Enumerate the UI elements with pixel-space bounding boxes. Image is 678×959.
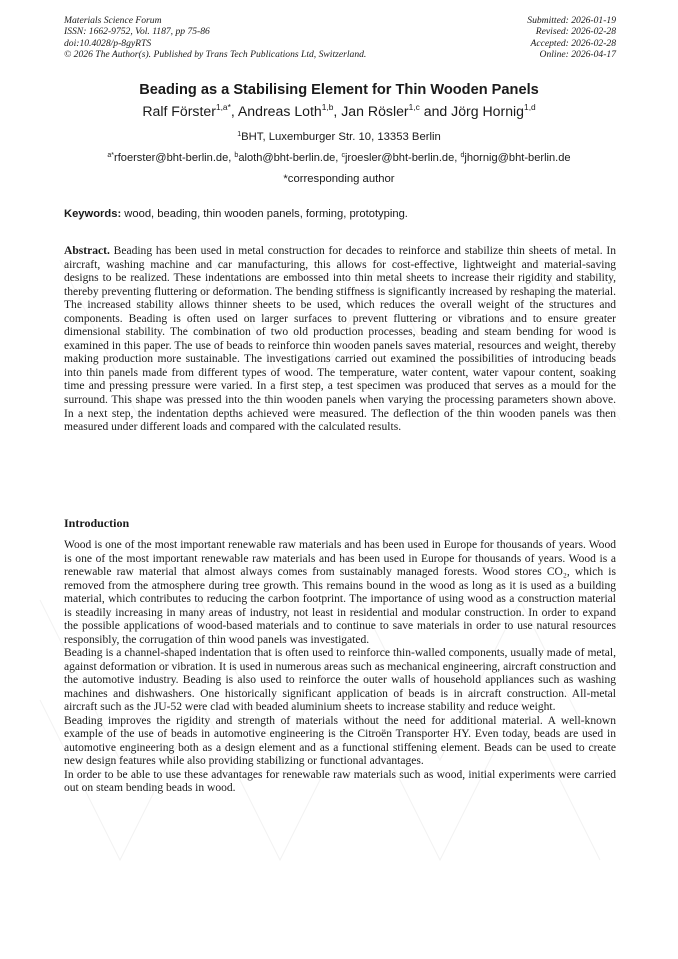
journal-header xyxy=(64,15,616,61)
email-mark: d xyxy=(460,152,465,159)
affiliation-mark: 1 xyxy=(237,131,242,138)
email-mark: b xyxy=(234,152,239,159)
date-online: Online: 2026-04-17 xyxy=(539,49,616,61)
author-affiliation-mark: 1,c xyxy=(408,102,420,112)
date-accepted: Accepted: 2026-02-28 xyxy=(530,37,616,49)
introduction-body xyxy=(64,539,616,796)
email-link[interactable]: rfoerster@bht-berlin.de, xyxy=(114,152,235,164)
author-list xyxy=(0,103,678,119)
author-affiliation-mark: 1,d xyxy=(524,102,536,112)
date-submitted: Submitted: 2026-01-19 xyxy=(527,15,616,26)
author-affiliation-mark: 1,b xyxy=(321,102,334,112)
author-affiliation-mark: 1,a* xyxy=(215,102,231,112)
paper-title: Beading as a Stabilising Element for Thin Wooden Panels xyxy=(139,82,539,98)
author-separator: , xyxy=(333,103,342,119)
email-link[interactable]: jhornig@bht-berlin.de xyxy=(464,152,571,164)
abstract-label: Abstract. xyxy=(64,245,110,257)
paragraph: Beading is a channel-shaped indentation that is often used to reinforce thin-walled components, usually made of metal, against deformation or vibration. It is used in numerous areas such as mechanical engineering, aircraft construction and the automotive industry. Beading is also used to reinforce the outer walls of household appliances such as washing machines and dishwashers. One historically significant application of beads is in aircraft construction. All-metal aircraft such as the JU-52 were clad with beaded aluminium sheets to increase stability and reduce weight. xyxy=(64,647,616,713)
author-name: Andreas Loth xyxy=(237,103,322,119)
affiliation-text: BHT, Luxemburger Str. 10, 13353 Berlin xyxy=(241,131,441,143)
introduction-heading: Introduction xyxy=(64,516,130,530)
keywords-label: Keywords: xyxy=(64,208,122,220)
email-mark: c xyxy=(341,152,345,159)
email-link[interactable]: aloth@bht-berlin.de, xyxy=(238,152,342,164)
journal-copyright: © 2026 The Author(s). Published by Trans Tech Publications Ltd, Switzerland. xyxy=(64,49,367,61)
paragraph: Wood is one of the most important renewable raw materials and has been used in Europe for thousands of years. Wood is one of the most important renewable raw materials and has been used in Europe for thousands of years. Wood is a renewable raw material that almost always comes from sustainably managed forests. Wood stores CO₂, which is removed from the atmosphere during tree growth. This remains bound in the wood as long as it is used as a building material, which contributes to reducing the carbon footprint. The importance of using wood as a construction material is steadily increasing in many areas of industry, not least in residential and modular construction. In order to expand the possible applications of wood-based materials and to continue to save materials in order to use natural resources responsibly, the corrugation of thin wood panels was investigated. xyxy=(64,539,616,646)
journal-issn: ISSN: 1662-9752, Vol. 1187, pp 75-86 xyxy=(64,26,210,38)
author-separator: and xyxy=(419,103,452,119)
author-separator: , xyxy=(230,103,238,119)
abstract xyxy=(64,245,616,435)
keywords xyxy=(64,208,616,220)
author-name: Ralf Förster xyxy=(142,103,216,119)
affiliation xyxy=(0,131,678,143)
email-mark: a* xyxy=(107,152,114,159)
journal-name: Materials Science Forum xyxy=(64,15,162,26)
email-link[interactable]: jroesler@bht-berlin.de, xyxy=(344,152,461,164)
author-name: Jan Rösler xyxy=(341,103,409,119)
corresponding-author-note: *corresponding author xyxy=(283,173,395,185)
paragraph: Beading improves the rigidity and strength of materials without the need for additional material. A well-known example of the use of beads in automotive engineering is the Citroën Transporter HY. Even today, beads are used in automotive engineering both as a design element and as a functional stiffening element. Beads can be used to create new design features while also providing stabilizing or functional advantages. xyxy=(64,714,616,767)
abstract-text: Beading has been used in metal construction for decades to reinforce and stabilize thin sheets of metal. In aircraft, washing machine and car manufacturing, this allows for cost-effective, lightweight and material-saving designs to be realized. These indentations are embossed into thin metal sheets to increase their rigidity and stability, thereby preventing fluttering or deformation. The bending stiffness is significantly increased by reshaping the material. The increased stability allows thinner sheets to be used, which reduces the overall weight of the structures and components. Beading is often used on larger surfaces to prevent fluttering or vibrations and to ensure greater dimensional stability. The combination of two old production processes, beading and steam bending for wood is examined in this paper. The use of beads to reinforce thin wooden panels saves material, resources and weight, thereby making production more sustainable. The investigations carried out examined the possibilities of introducing beads into thin panels made from different types of wood. The temperature, water content, water vapour content, soaking time and pressing pressure were varied. In a first step, a test specimen was produced that serves as a mould for the surround. This shape was pressed into the thin wooden panels when varying the processing parameters shown above. In a next step, the indentation depths achieved were measured. The deflection of the thin wooden panels was then measured under different loads and compared with the calculated results. xyxy=(64,245,616,434)
author-name: Jörg Hornig xyxy=(451,103,525,119)
paragraph: In order to be able to use these advantages for renewable raw materials such as wood, initial experiments were carried out on steam bending beads in wood. xyxy=(64,768,616,794)
author-emails xyxy=(0,152,678,164)
date-revised: Revised: 2026-02-28 xyxy=(535,26,616,38)
publication-dates xyxy=(527,15,616,61)
journal-doi: doi:10.4028/p-8gyRTS xyxy=(64,37,152,49)
keywords-text: wood, beading, thin wooden panels, forming, prototyping. xyxy=(121,208,408,220)
journal-info xyxy=(64,15,366,61)
